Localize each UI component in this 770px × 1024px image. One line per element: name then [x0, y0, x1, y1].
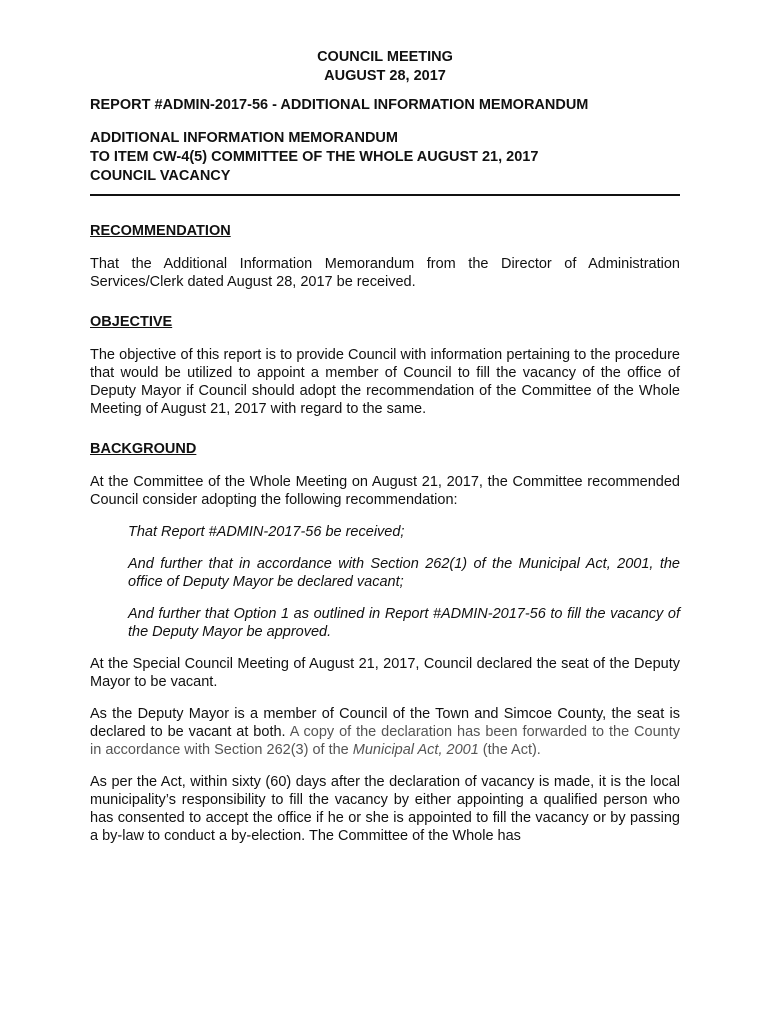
- memo-title-line-2: TO ITEM CW-4(5) COMMITTEE OF THE WHOLE AUGUST 21, 2017: [90, 149, 539, 165]
- quoted-recommendation-2: And further that in accordance with Section 262(1) of the Municipal Act, 2001, the office of Deputy Mayor be declared vacant;: [128, 556, 680, 590]
- background-intro: At the Committee of the Whole Meeting on August 21, 2017, the Committee recommended Council consider adopting the following recommendation:: [90, 474, 680, 508]
- paragraph-3-part-a: As the Deputy Mayor is a member of Council of the Town and Simcoe County, the seat is declared to be vacant at both.: [90, 706, 680, 740]
- recommendation-heading: RECOMMENDATION: [90, 223, 231, 239]
- objective-text: The objective of this report is to provide Council with information pertaining to the procedure that would be utilized to appoint a member of Council to fill the vacancy of the office of Deputy Mayor if Council should adopt the recommendation of the Committee of the Whole Meeting of August 21, 2017 with regard to the same.: [90, 347, 680, 417]
- recommendation-text: That the Additional Information Memorandum from the Director of Administration Services/Clerk dated August 28, 2017 be received.: [90, 256, 680, 290]
- background-paragraph-4: As per the Act, within sixty (60) days after the declaration of vacancy is made, it is the local municipality’s responsibility to fill the vacancy by either appointing a qualified person who has consented to accept the office if he or she is appointed to fill the vacancy or by passing a by-law to conduct a by-election. The Committee of the Whole has: [90, 774, 680, 844]
- background-heading: BACKGROUND: [90, 441, 197, 457]
- paragraph-3-part-d: (the Act).: [478, 742, 541, 758]
- memo-title-block: [90, 129, 680, 186]
- report-title: REPORT #ADMIN-2017-56 - ADDITIONAL INFORMATION MEMORANDUM: [90, 97, 589, 113]
- quoted-recommendation-3: And further that Option 1 as outlined in Report #ADMIN-2017-56 to fill the vacancy of the Deputy Mayor be approved.: [128, 606, 680, 640]
- meeting-title: COUNCIL MEETING: [317, 49, 453, 65]
- objective-heading: OBJECTIVE: [90, 314, 173, 330]
- municipal-act-citation: Municipal Act, 2001: [352, 742, 479, 758]
- background-paragraph-2: At the Special Council Meeting of August 21, 2017, Council declared the seat of the Deputy Mayor to be vacant.: [90, 656, 680, 690]
- memo-title-line-1: ADDITIONAL INFORMATION MEMORANDUM: [90, 130, 398, 146]
- horizontal-divider: [90, 194, 680, 196]
- document-page: [90, 48, 680, 845]
- background-paragraph-3: [90, 705, 680, 759]
- quoted-recommendation-1: That Report #ADMIN-2017-56 be received;: [128, 524, 405, 540]
- paragraph-3-part-b: A copy of the declaration has been forwarded to the County in accordance with Section 262(3) of the: [90, 724, 681, 758]
- meeting-date: AUGUST 28, 2017: [324, 68, 446, 84]
- memo-title-line-3: COUNCIL VACANCY: [90, 168, 231, 184]
